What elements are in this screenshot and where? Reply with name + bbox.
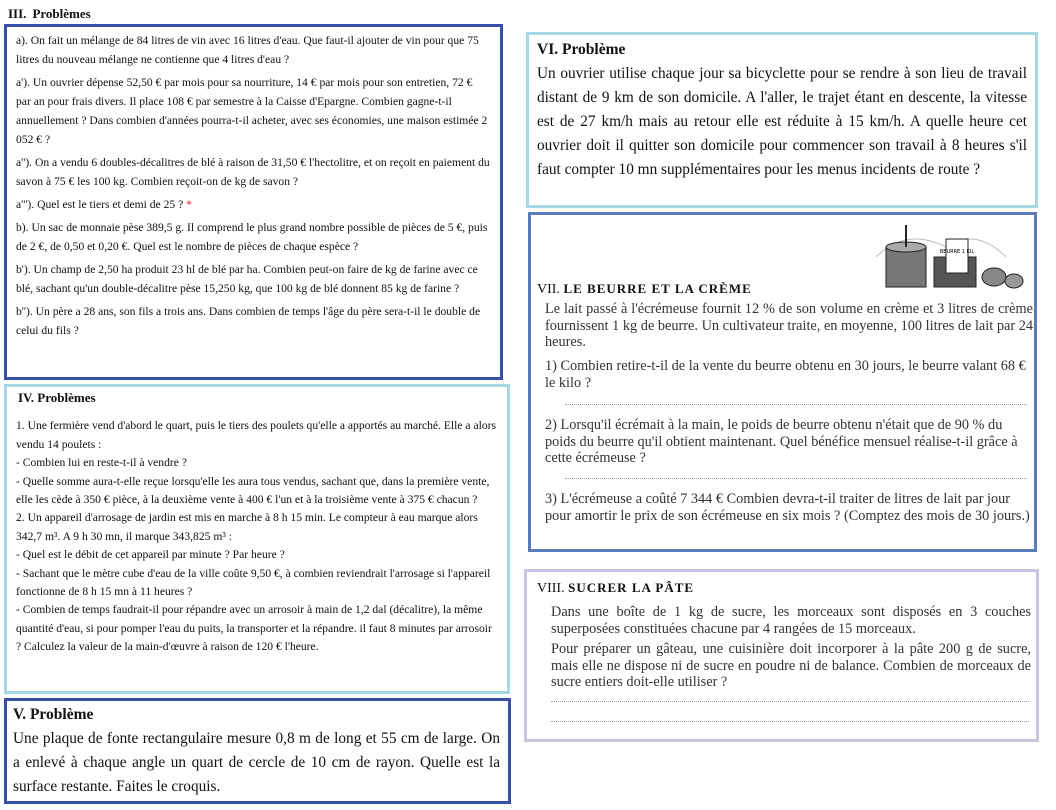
section-8-para-1: Dans une boîte de 1 kg de sucre, les morceaux sont disposés en 3 couches superposées constituées chacune par 4 rangées de 15 morceaux.	[551, 604, 1031, 637]
problem-a: a). On fait un mélange de 84 litres de vin avec 16 litres d'eau. Que faut-il ajouter de vin pour que 75 litres du nouveau mélange ne contienne que 4 litres d'eau ?	[16, 34, 479, 66]
problem-a-double-prime: a''). On a vendu 6 doubles-décalitres de blé à raison de 31,50 € l'hectolitre, et on reçoit en paiement du savon à 75 € les 100 kg. Combien reçoit-on de kg de savon ?	[16, 156, 490, 188]
section-7-question: 3) L'écrémeuse a coûté 7 344 € Combien devra-t-il traiter de litres de lait par jour pour amortir le prix de son écrémeuse en six mois ? (Comptez des mois de 30 jours.)	[545, 491, 1030, 524]
s4-line: 2. Un appareil d'arrosage de jardin est mis en marche à 8 h 15 min. Le compteur à eau marque alors 342,7 m³. A 9 h 30 mn, il marque 343,825 m³ :	[16, 511, 478, 543]
section-6-text: Un ouvrier utilise chaque jour sa bicyclette pour se rendre à son lieu de travail distant de 9 km de son domicile. A l'aller, le trajet étant en descente, la vitesse est de 27 km/h mais au retour elle est réduite à 15 km/h. A quelle heure cet ouvrier doit il quitter son domicile pour commencer son travail à 8 heures s'il faut compter 10 mn supplémentaires pour les menus incidents de route ?	[537, 65, 1027, 178]
section-7-number: VII.	[537, 282, 560, 297]
s4-line: - Combien de temps faudrait-il pour répandre avec un arrosoir à main de 1,2 dal (décalitre), la même quantité d'eau, si pour pomper l'eau du puits, la transporter et la répandre. il faut 8 minutes par arrosoir ? Calculez la valeur de la main-d'œuvre à raison de 120 € l'heure.	[16, 603, 492, 654]
butter-label-shape	[946, 239, 968, 273]
section-8-box	[524, 569, 1039, 742]
section-4-box	[4, 384, 510, 694]
section-3-title: Problèmes	[32, 6, 91, 21]
section-3-header	[8, 6, 91, 22]
section-6-box	[526, 32, 1038, 208]
section-4-title: IV. Problèmes	[18, 390, 96, 405]
s4-line: 1. Une fermière vend d'abord le quart, puis le tiers des poulets qu'elle a apportés au marché. Elle a alors vendu 14 poulets :	[16, 419, 496, 451]
s4-line: - Combien lui en reste-t-il à vendre ?	[16, 456, 187, 470]
section-8-para-2: Pour préparer un gâteau, une cuisinière doit incorporer à la pâte 200 g de sucre, mais elle ne dispose ni de sucre en poudre ni de balance. Combien de morceaux de sucre entiers doit-elle utiliser ?	[551, 641, 1031, 690]
section-8-title-text: SUCRER LA PÂTE	[568, 580, 695, 595]
churn-shape	[886, 247, 926, 287]
section-8-number: VIII.	[537, 581, 565, 596]
section-5-title: V. Problème	[13, 706, 94, 723]
s4-line: - Quelle somme aura-t-elle reçue lorsqu'elle les aura tous vendus, sachant que, dans la première vente, elle les cède à 350 € pièce, à la deuxième vente à 400 € l'un et à la troisième vente à 375 € chacun ?	[16, 474, 490, 507]
section-7-question: 1) Combien retire-t-il de la vente du beurre obtenu en 30 jours, le beurre valant 68 € le kilo ?	[545, 358, 1026, 391]
butter-label-text: BEURRE 1 KIL	[939, 249, 975, 255]
section-8-title	[537, 580, 694, 597]
problem-a-triple-prime-text: a'''). Quel est le tiers et demi de 25 ?	[16, 198, 184, 211]
problem-a-triple-prime	[16, 195, 490, 214]
section-7-question: 2) Lorsqu'il écrémait à la main, le poids de beurre obtenu n'était que de 90 % du poids du beurre qu'il obtient maintenant. Quel bénéfice mensuel réalise-t-il grâce à cette écrémeuse ?	[545, 417, 1018, 466]
problem-b-double-prime: b''). Un père a 28 ans, son fils a trois ans. Dans combien de temps l'âge du père sera-t-il le double de celui du fils ?	[16, 305, 481, 337]
answer-line	[565, 478, 1027, 479]
section-5-box	[4, 698, 511, 804]
section-7-box	[528, 212, 1037, 552]
problem-b-prime: b'). Un champ de 2,50 ha produit 23 hl de blé par ha. Combien peut-on faire de kg de farine avec ce blé, sachant qu'un double-décalitre pèse 15,250 kg, que 100 kg de blé donnent 85 kg de farine ?	[16, 263, 478, 295]
answer-line	[551, 721, 1029, 722]
answer-line	[565, 404, 1027, 405]
section-6-title: VI. Problème	[537, 41, 626, 58]
asterisk-mark: *	[186, 198, 192, 211]
problem-b: b). Un sac de monnaie pèse 389,5 g. Il comprend le plus grand nombre possible de pièces de 5 €, puis de 2 €, de 0,50 et 0,20 €. Quel est le nombre de pièces de chaque espèce ?	[16, 221, 488, 253]
section-7-title-text: LE BEURRE ET LA CRÈME	[563, 281, 752, 296]
butter-illustration	[866, 217, 1031, 297]
section-3-number: III.	[8, 6, 27, 21]
problem-a-prime: a'). Un ouvrier dépense 52,50 € par mois pour sa nourriture, 14 € par mois pour son entretien, 72 € par an pour frais divers. Il place 108 € par semestre à la Caisse d'Epargne. Combien gagne-t-il annuellement ? Dans combien d'années pourra-t-il acheter, avec ses économies, une maison estimée 2 052 € ?	[16, 76, 488, 146]
s4-line: - Quel est le débit de cet appareil par minute ? Par heure ?	[16, 548, 285, 562]
section-5-text: Une plaque de fonte rectangulaire mesure 0,8 m de long et 55 cm de large. On a enlevé à chaque angle un quart de cercle de 10 cm de rayon. Quelle est la surface restante. Faites le croquis.	[13, 730, 500, 795]
s4-line: - Sachant que le mètre cube d'eau de la ville coûte 9,50 €, à combien reviendrait l'arrosage si l'appareil fonctionne de 8 h 15 mn à 11 heures ?	[16, 566, 491, 599]
answer-line	[551, 701, 1029, 702]
section-7-intro: Le lait passé à l'écrémeuse fournit 12 % de son volume en crème et 3 litres de crème fournissent 1 kg de beurre. Un cultivateur traite, en moyenne, 100 litres de lait par 24 heures.	[545, 301, 1033, 350]
section-3-box	[4, 24, 503, 380]
section-7-title	[537, 281, 752, 298]
